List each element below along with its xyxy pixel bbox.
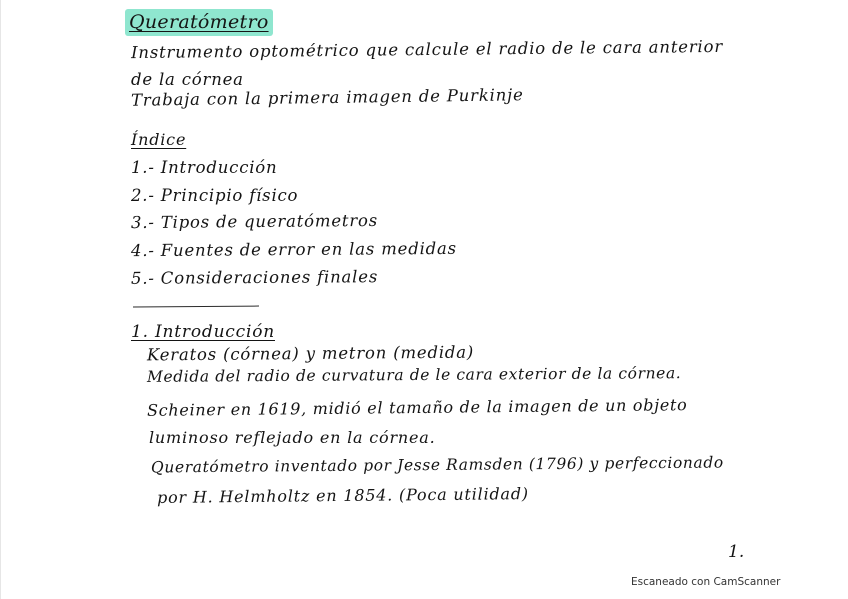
index-item: 3.- Tipos de queratómetros xyxy=(130,210,379,233)
definition-line: Trabaja con la primera imagen de Purkinje xyxy=(130,85,524,110)
section-line: luminoso reflejado en la córnea. xyxy=(149,428,436,447)
index-item: 1.- Introducción xyxy=(131,158,278,177)
section-line: Keratos (córnea) y metron (medida) xyxy=(146,342,475,365)
section-line: por H. Helmholtz en 1854. (Poca utilidad) xyxy=(156,484,530,507)
section-divider xyxy=(133,306,259,308)
index-item: 2.- Principio físico xyxy=(131,186,299,205)
scanner-watermark: Escaneado con CamScanner xyxy=(631,576,781,588)
section-line: Queratómetro inventado por Jesse Ramsden (1796) y perfeccionado xyxy=(150,453,724,477)
definition-line: de la córnea xyxy=(131,70,244,89)
page-number: 1. xyxy=(728,542,745,562)
section-title: 1. Introducción xyxy=(131,322,275,342)
definition-line: Instrumento optométrico que calcule el radio de le cara anterior xyxy=(130,36,724,63)
section-line: Medida del radio de curvatura de le cara exterior de la córnea. xyxy=(146,364,682,386)
page-heading: Queratómetro xyxy=(125,9,273,36)
index-item: 5.- Consideraciones finales xyxy=(130,267,379,288)
index-title: Índice xyxy=(131,130,187,149)
section-line: Scheiner en 1619, midió el tamaño de la imagen de un objeto xyxy=(146,395,688,420)
index-item: 4.- Fuentes de error en las medidas xyxy=(130,238,457,261)
